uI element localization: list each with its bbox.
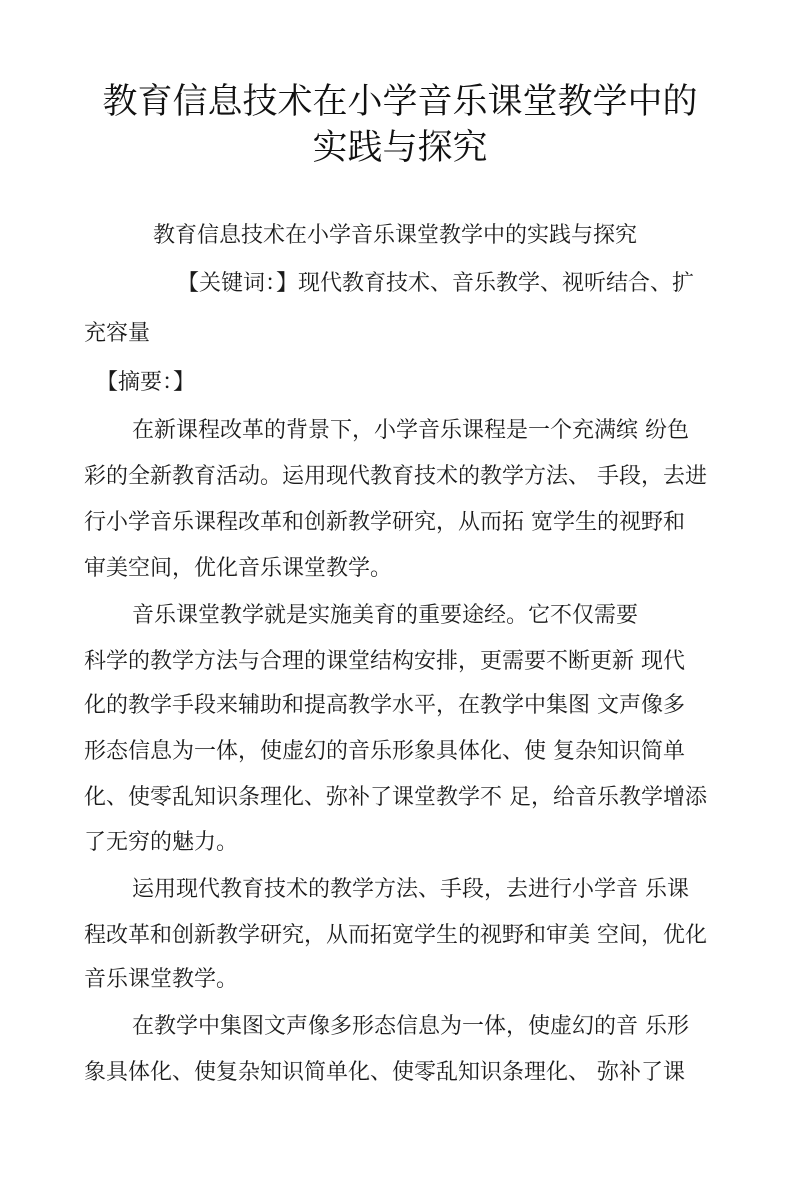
keywords-line-1: 【关键词：】现代教育技术、音乐教学、视听结合、扩 xyxy=(177,271,695,296)
paragraph-line: 形态信息为一体，使虚幻的音乐形象具体化、使 复杂知识简单 xyxy=(84,739,685,764)
paragraph-line: 化的教学手段来辅助和提高教学水平，在教学中集图 文声像多 xyxy=(84,693,685,718)
paragraph-line: 化、使零乱知识条理化、弥补了课堂教学不 足，给音乐教学增添 xyxy=(84,785,707,810)
paragraph-line: 在新课程改革的背景下，小学音乐课程是一个充满缤 纷色 xyxy=(132,418,689,443)
document-title-line-1: 教育信息技术在小学音乐课堂教学中的 xyxy=(102,82,698,122)
paragraph-line: 音乐课堂教学。 xyxy=(84,967,239,992)
paragraph-line: 象具体化、使复杂知识简单化、使零乱知识条理化、 弥补了课 xyxy=(84,1060,685,1085)
abstract-label: 【摘要：】 xyxy=(96,370,196,395)
keywords-line-2: 充容量 xyxy=(84,321,151,346)
paragraph-line: 彩的全新教育活动。运用现代教育技术的教学方法、 手段，去进 xyxy=(84,464,707,489)
paragraph-line: 了无穷的魅力。 xyxy=(84,830,239,855)
paragraph-line: 行小学音乐课程改革和创新教学研究，从而拓 宽学生的视野和 xyxy=(84,510,685,535)
paragraph-line: 运用现代教育技术的教学方法、手段，去进行小学音 乐课 xyxy=(132,877,689,902)
paragraph-line: 音乐课堂教学就是实施美育的重要途经。它不仅需要 xyxy=(132,603,639,628)
document-title-line-2: 实践与探究 xyxy=(312,128,488,168)
paragraph-line: 审美空间，优化音乐课堂教学。 xyxy=(84,556,393,581)
subtitle: 教育信息技术在小学音乐课堂教学中的实践与探究 xyxy=(153,223,638,248)
paragraph-line: 科学的教学方法与合理的课堂结构安排，更需要不断更新 现代 xyxy=(84,649,685,674)
paragraph-line: 程改革和创新教学研究，从而拓宽学生的视野和审美 空间，优化 xyxy=(84,923,707,948)
paragraph-line: 在教学中集图文声像多形态信息为一体，使虚幻的音 乐形 xyxy=(132,1014,689,1039)
